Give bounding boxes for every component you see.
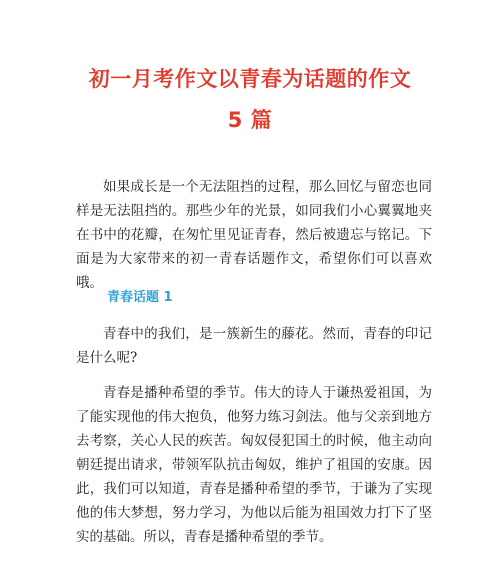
document-title-line-1: 初一月考作文以青春为话题的作文 [88, 67, 412, 91]
document-title-line-2: 5 篇 [227, 108, 273, 132]
intro-paragraph: 如果成长是一个无法阻挡的过程，那么回忆与留恋也同样是无法阻挡的。那些少年的光景，如同我们小心翼翼地夹在书中的花瓣，在匆忙里见证青春，然后被遗忘与铭记。下面是为大家带来的初一青春话题作文，希望你们可以喜欢哦。 [76, 179, 432, 291]
section-heading: 青春话题 1 [107, 290, 173, 305]
body-paragraph-2: 青春中的我们，是一簇新生的藤花。然而，青春的印记是什么呢? [76, 326, 432, 366]
body-paragraph-3: 青春是播种希望的季节。伟大的诗人于谦热爱祖国，为了能实现他的伟大抱负，他努力练习剑法。他与父亲到地方去考察，关心人民的疾苦。匈奴侵犯国土的时候，他主动向朝廷提出请求，带领军队抗击匈奴，维护了祖国的安康。因此，我们可以知道，青春是播种希望的季节，于谦为了实现他的伟大梦想，努力学习，为他以后能为祖国效力打下了坚实的基础。所以，青春是播种希望的季节。 [76, 385, 432, 545]
